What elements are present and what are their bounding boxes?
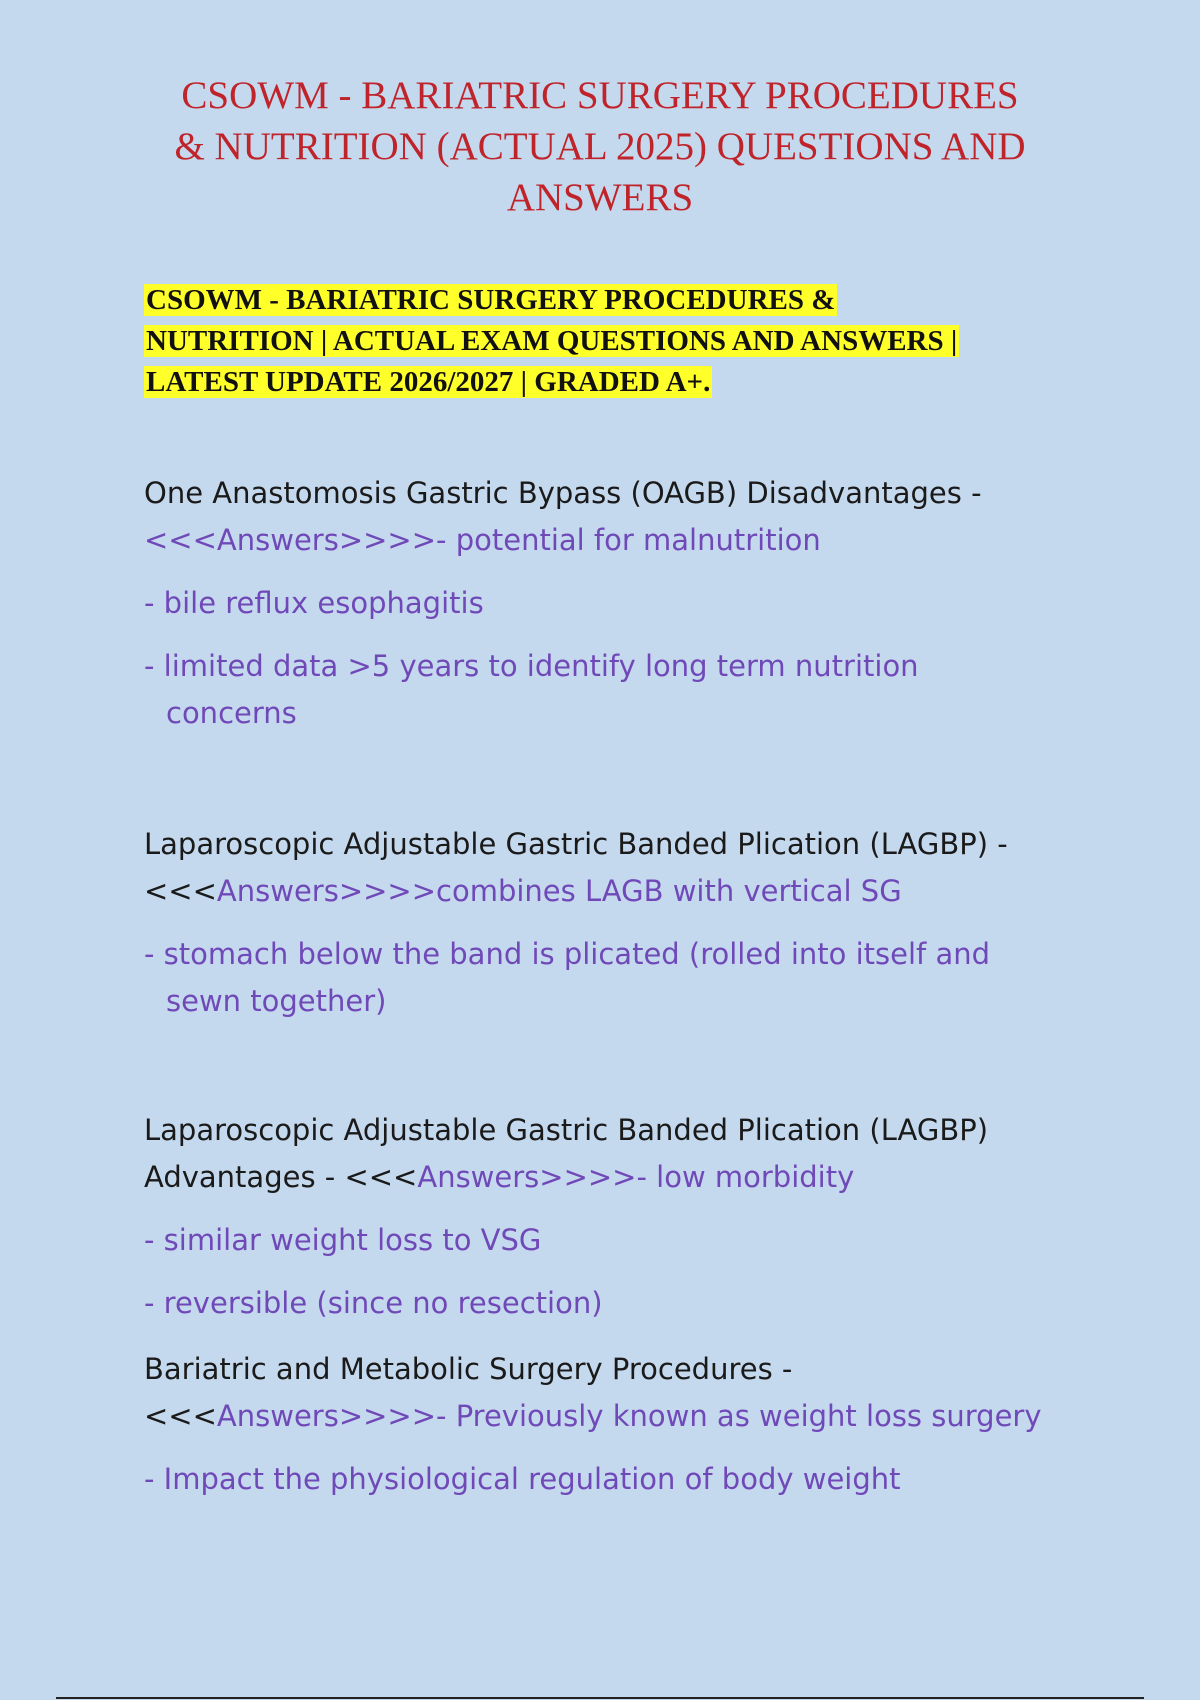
answer-bullet: - bile reflux esophagitis [144,586,484,620]
answer-text: Answers>>>>- Previously known as weight loss surgery [216,1399,1042,1433]
question-text: One Anastomosis Gastric Bypass (OAGB) Disadvantages - [144,476,982,510]
subtitle-line: CSOWM - BARIATRIC SURGERY PROCEDURES & [146,284,836,316]
answer-bullet: - stomach below the band is plicated (rolled into itself and sewn together) [144,937,991,1018]
question-text: Laparoscopic Adjustable Gastric Banded Plication (LAGBP) Advantages - [144,1113,989,1194]
answer-marker: <<< [144,874,217,908]
qa-question-block [144,1107,1044,1201]
qa-question-block [144,821,1044,915]
subtitle-banner [144,280,1044,403]
question-text: Laparoscopic Adjustable Gastric Banded Plication (LAGBP) - [144,827,1008,861]
footer-divider [56,1697,1144,1699]
qa-item-oagb [144,470,1044,737]
answer-marker: <<< [344,1160,418,1194]
qa-item-lagbp-advantages [144,1107,1044,1327]
answer-text: Answers>>>>- potential for malnutrition [216,523,821,557]
qa-item-bariatric-metabolic [144,1346,1044,1503]
page-title [140,70,1060,223]
answer-bullet: - Impact the physiological regulation of body weight [144,1462,901,1496]
answer-text: Answers>>>>combines LAGB with vertical SG [216,874,902,908]
question-text: Bariatric and Metabolic Surgery Procedures - [144,1352,793,1386]
answer-bullet: - reversible (since no resection) [144,1286,603,1320]
qa-question-block [144,1346,1044,1440]
subtitle-line: NUTRITION | ACTUAL EXAM QUESTIONS AND ANSWERS | [146,325,958,357]
answer-marker: <<< [144,1399,217,1433]
answer-text: Answers>>>>- low morbidity [417,1160,855,1194]
title-line: & NUTRITION (ACTUAL 2025) QUESTIONS AND [174,125,1026,168]
qa-item-lagbp [144,821,1044,1025]
answer-bullet: - similar weight loss to VSG [144,1223,542,1257]
subtitle-line: LATEST UPDATE 2026/2027 | GRADED A+. [146,366,711,398]
answer-bullet: - limited data >5 years to identify long term nutrition concerns [144,649,919,730]
title-line: ANSWERS [506,176,694,219]
title-line: CSOWM - BARIATRIC SURGERY PROCEDURES [181,74,1019,117]
answer-marker: <<< [144,523,217,557]
qa-question-block [144,470,1044,564]
